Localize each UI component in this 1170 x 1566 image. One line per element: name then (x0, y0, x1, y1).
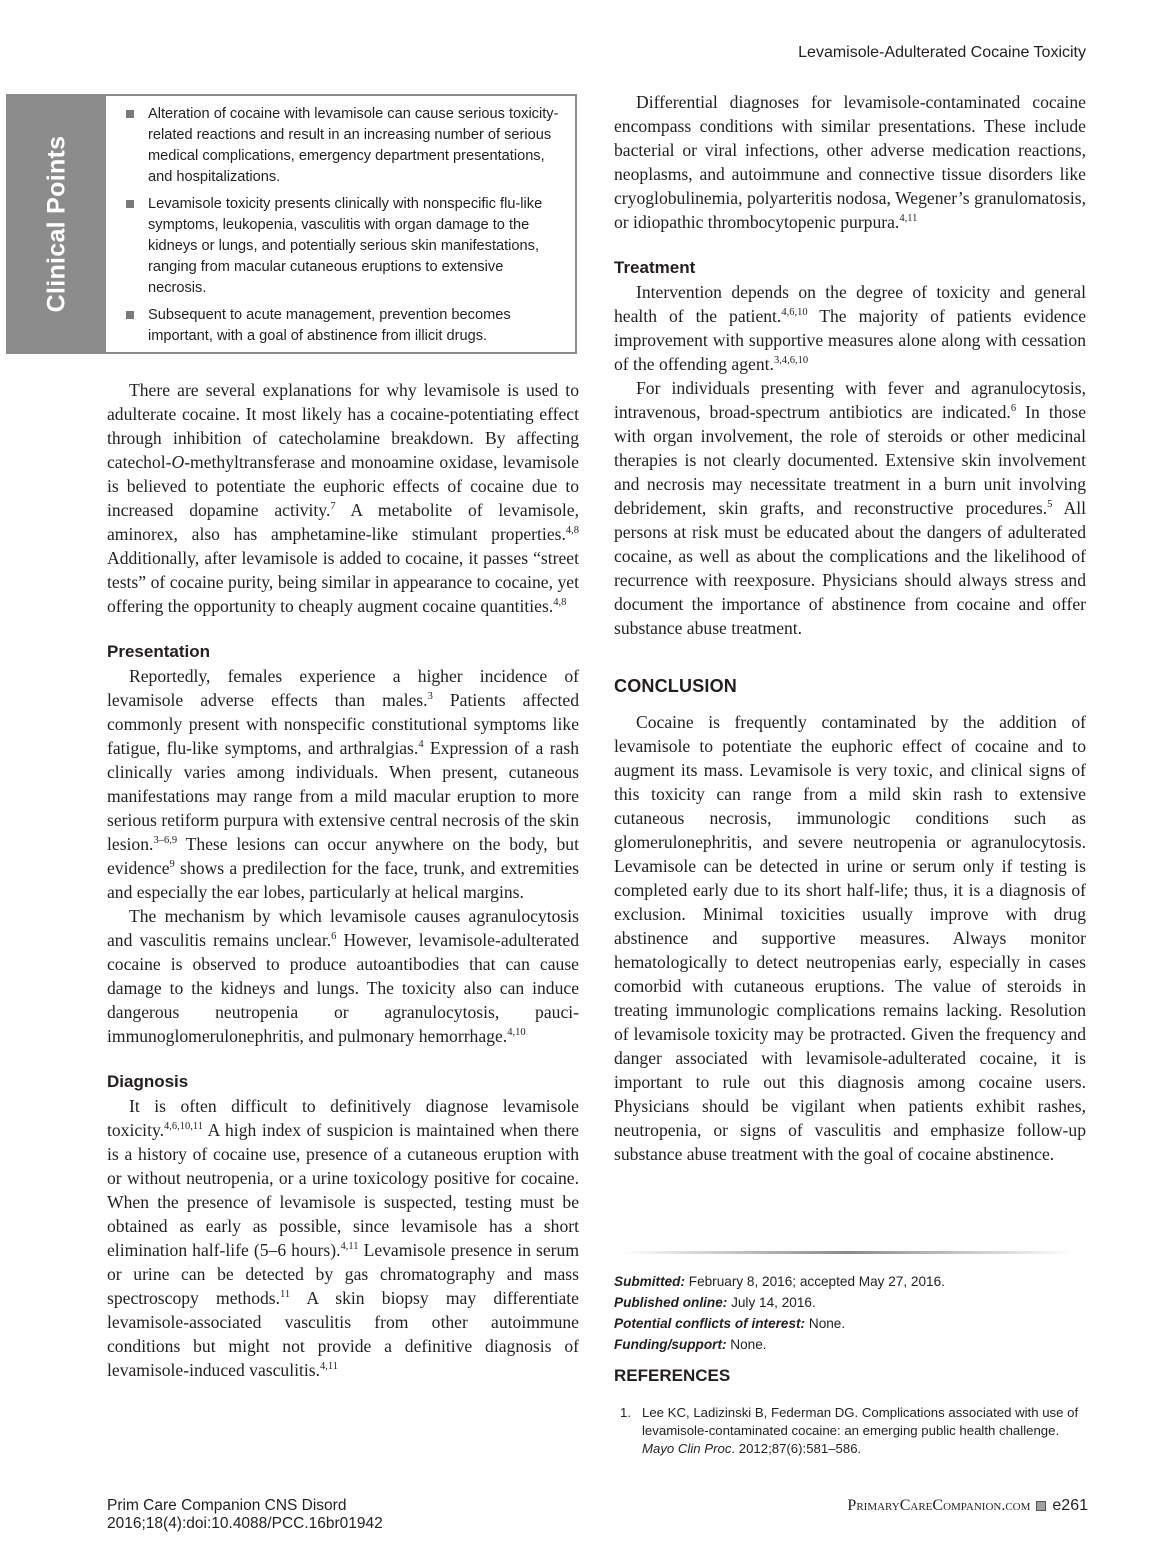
square-icon (1036, 1501, 1046, 1511)
section-heading-presentation: Presentation (107, 642, 210, 661)
intro-paragraph: There are several explanations for why levamisole is used to adulterate cocaine. It most likely has a cocaine-potentiating effect through inhibition of catecholamine breakdown. By affecting catechol-O-methyltransferase and monoamine oxidase, levamisole is believed to potentiate the euphoric effects of cocaine due to increased dopamine activity.$^7$ A metabolite of levamisole, aminorex, also has amphetamine-like stimulant properties.$^{4,8}$ Additionally, after levamisole is added to cocaine, it passes “street tests” of cocaine purity, being similar in appearance to cocaine, yet offering the opportunity to cheaply augment cocaine quantities.$^{4,8}$ (107, 380, 580, 616)
section-heading-conclusion: CONCLUSION (614, 676, 737, 696)
presentation-paragraph: Reportedly, females experience a higher incidence of levamisole adverse effects than males.$^3$ Patients affected commonly present with nonspecific constitutional symptoms like fatigue, flu-like symptoms, and arthralgias.$^4$ Expression of a rash clinically varies among individuals. When present, cutaneous manifestations may range from a mild macular eruption to more serious retiform purpura with extensive central necrosis of the skin lesion.$^{3-6,9}$ These lesions can occur anywhere on the body, but evidence$^9$ shows a predilection for the face, trunk, and extremities and especially the ear lobes, particularly at helical margins. (107, 666, 580, 902)
clinical-point: Levamisole toxicity presents clinically with nonspecific flu-like symptoms, leukopenia, vasculitis with organ damage to the kidneys or lungs, and potentially serious skin manifestations, ranging from macular cutaneous eruptions to extensive necrosis. (126, 194, 561, 299)
reference-number: 1. (620, 1405, 631, 1420)
article-metadata (614, 1271, 1094, 1355)
treatment-paragraph: Intervention depends on the degree of toxicity and general health of the patient.$^{4,6,10}$ The majority of patients evidence improvement with supportive measures alone along with cessation of the offending agent.$^{3,4,6,10}$ (614, 282, 1087, 374)
square-bullet-icon (126, 311, 134, 319)
meta-published: Published online: July 14, 2016. (614, 1295, 816, 1310)
footer-website[interactable]: PrimaryCareCompanion.com (847, 1497, 1031, 1514)
meta-funding: Funding/support: None. (614, 1337, 767, 1352)
meta-conflicts: Potential conflicts of interest: None. (614, 1316, 846, 1331)
square-bullet-icon (126, 200, 134, 208)
treatment-paragraph: For individuals presenting with fever and agranulocytosis, intravenous, broad-spectrum antibiotics are indicated.$^6$ In those with organ involvement, the role of steroids or other medicinal therapies is not clearly documented. Extensive skin involvement and necrosis may necessitate treatment in a burn unit involving debridement, skin grafts, and reconstructive procedures.$^5$ All persons at risk must be educated about the dangers of adulterated cocaine, as well as about the complications and the likelihood of recurrence with reexposure. Physicians should always stress and document the importance of abstinence from cocaine and offer substance abuse treatment. (614, 378, 1087, 638)
page-number: e261 (1052, 1497, 1088, 1514)
presentation-paragraph: The mechanism by which levamisole causes agranulocytosis and vasculitis remains unclear.$^6$ However, levamisole-adulterated cocaine is observed to produce autoantibodies that can cause damage to the kidneys and lungs. The toxicity also can induce dangerous neutropenia or agranulocytosis, pauci-immunoglomerulonephritis, and pulmonary hemorrhage.$^{4,10}$ (107, 906, 579, 1046)
clinical-point: Subsequent to acute management, prevention becomes important, with a goal of abstinence from illicit drugs. (126, 305, 561, 347)
diagnosis-paragraph: It is often difficult to definitively diagnose levamisole toxicity.$^{4,6,10,11}$ A high index of suspicion is maintained when there is a history of cocaine use, presence of a cutaneous eruption with or without neutropenia, or a urine toxicology positive for cocaine. When the presence of levamisole is suspected, testing must be obtained as early as possible, since levamisole has a short elimination half-life (5–6 hours).$^{4,11}$ Levamisole presence in serum or urine can be detected by gas chromatography and mass spectroscopy methods.$^{11}$ A skin biopsy may differentiate levamisole-associated vasculitis from other autoimmune conditions but might not provide a definitive diagnosis of levamisole-induced vasculitis.$^{4,11}$ (107, 1096, 579, 1380)
footer-citation (107, 1497, 383, 1533)
left-column (107, 378, 579, 1382)
differential-paragraph: Differential diagnoses for levamisole-contaminated cocaine encompass conditions with similar presentations. These include bacterial or viral infections, other adverse medication reactions, neoplasms, and autoimmune and connective tissue disorders like cryoglobulinemia, polyarteritis nodosa, Wegener’s granulomatosis, or idiopathic thrombocytopenic purpura.$^{4,11}$ (614, 92, 1086, 232)
section-heading-diagnosis: Diagnosis (107, 1072, 189, 1091)
right-column (614, 90, 1086, 1166)
section-heading-treatment: Treatment (614, 258, 696, 277)
meta-submitted: Submitted: February 8, 2016; accepted May 27, 2016. (614, 1274, 945, 1289)
square-bullet-icon (126, 110, 134, 118)
clinical-point: Alteration of cocaine with levamisole can cause serious toxicity-related reactions and result in an increasing number of serious medical complications, emergency department presentations, and hospitalizations. (126, 104, 561, 188)
clinical-points-title: Clinical Points (42, 135, 71, 313)
footer-page-info (847, 1497, 1088, 1515)
reference-item: 1. Lee KC, Ladizinski B, Federman DG. Complications associated with use of levamisole-contaminated cocaine: an emerging public health challenge. Mayo Clin Proc. 2012;87(6):581–586. (620, 1405, 1079, 1456)
running-head: Levamisole-Adulterated Cocaine Toxicity (798, 44, 1086, 61)
references-heading: REFERENCES (614, 1366, 731, 1385)
footer-journal: Prim Care Companion CNS Disord (107, 1497, 347, 1514)
clinical-points-list (126, 104, 561, 353)
footer-doi: 2016;18(4):doi:10.4088/PCC.16br01942 (107, 1515, 383, 1532)
section-divider (620, 1251, 1075, 1254)
conclusion-paragraph: Cocaine is frequently contaminated by the addition of levamisole to potentiate the euphoric effect of cocaine and to augment its mass. Levamisole is very toxic, and clinical signs of this toxicity can range from a mild skin rash to extensive cutaneous necrosis, immunologic conditions such as glomerulonephritis, and severe neutropenia or agranulocytosis. Levamisole can be detected in urine or serum only if testing is completed early due to its short half-life; thus, it is a diagnosis of exclusion. Minimal toxicities usually improve with drug abstinence and supportive measures. Always monitor hematologically to detect neutropenias early, especially in cases comorbid with cutaneous eruptions. The value of steroids in treating immunologic complications remains lacking. Resolution of levamisole toxicity may be protracted. Given the frequency and danger associated with levamisole-adulterated cocaine, it is important to rule out this diagnosis among cocaine users. Physicians should be vigilant when patients exhibit rashes, neutropenia, or signs of vasculitis and emphasize follow-up substance abuse treatment with the goal of cocaine abstinence. (614, 712, 1086, 1164)
clinical-points-sidebar (8, 96, 106, 352)
clinical-points-box (6, 94, 577, 354)
references-list (620, 1404, 1085, 1458)
